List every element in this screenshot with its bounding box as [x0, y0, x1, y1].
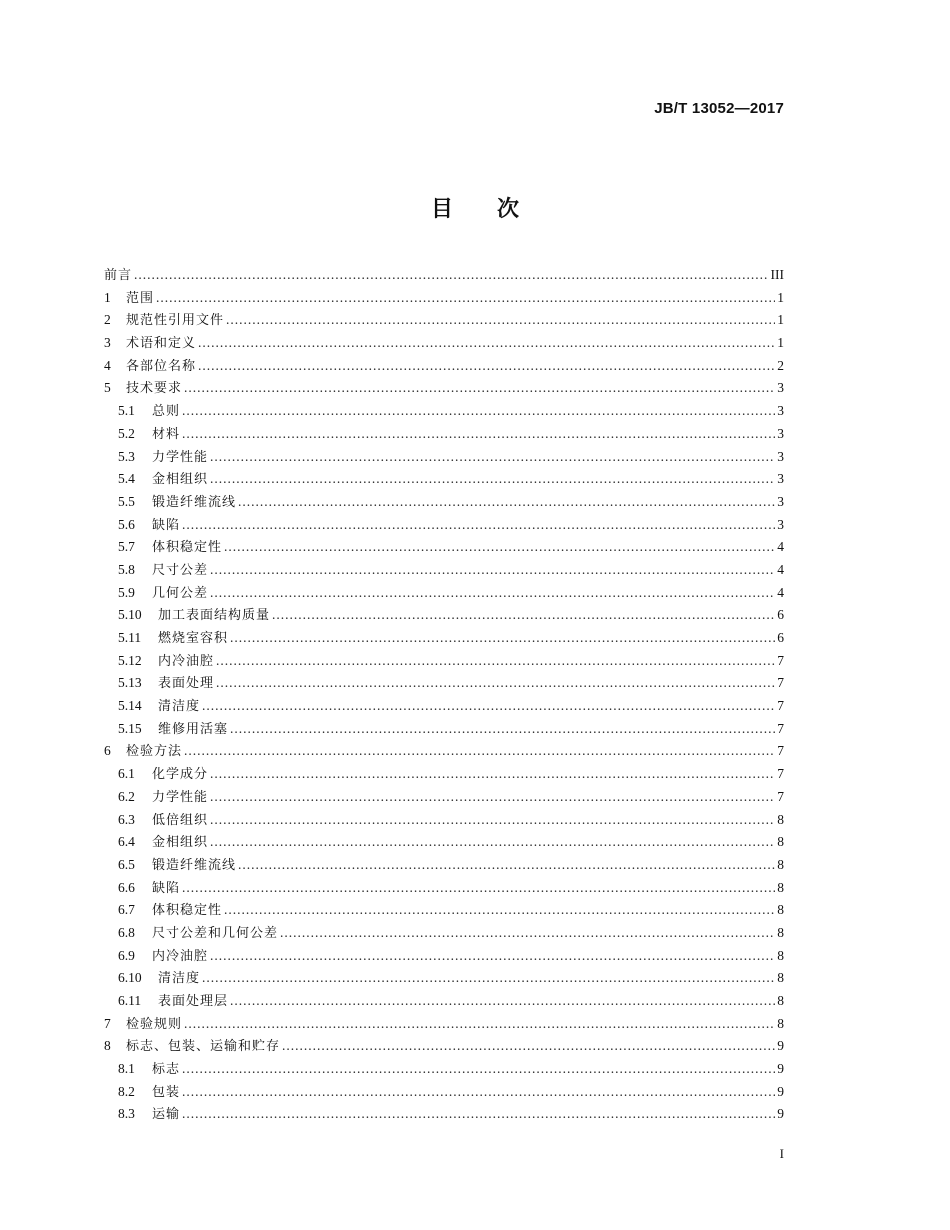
- toc-entry-page: 4: [777, 561, 784, 577]
- toc-entry-number: 7: [104, 1015, 111, 1031]
- toc-leader-dots: [210, 831, 775, 854]
- toc-entry-number: 5.4: [118, 471, 135, 487]
- toc-entry-number: 6.2: [118, 788, 135, 804]
- toc-entry[interactable]: [104, 1103, 784, 1126]
- toc-entry-page: III: [770, 267, 784, 282]
- toc-entry-number: 6.11: [118, 993, 142, 1008]
- toc-leader-dots: [184, 740, 775, 763]
- toc-entry-page: 6: [777, 607, 784, 623]
- toc-entry-label: 维修用活塞: [158, 721, 229, 737]
- toc-entry-label: 缺陷: [152, 517, 181, 533]
- toc-leader-dots: [216, 650, 775, 673]
- toc-leader-dots: [184, 1013, 775, 1036]
- toc-entry-page: 3: [777, 516, 784, 532]
- toc-entry[interactable]: [104, 446, 784, 469]
- toc-entry-number: 2: [104, 312, 111, 328]
- toc-entry-page: 8: [777, 1015, 784, 1031]
- toc-entry-label: 各部位名称: [126, 358, 197, 374]
- toc-entry[interactable]: [104, 695, 784, 718]
- toc-entry[interactable]: [104, 400, 784, 423]
- toc-entry-label: 运输: [152, 1107, 181, 1123]
- toc-leader-dots: [202, 967, 775, 990]
- toc-entry-number: 5.3: [118, 448, 135, 464]
- toc-entry[interactable]: [104, 264, 784, 287]
- toc-leader-dots: [182, 1081, 775, 1104]
- toc-entry-number: 8.1: [118, 1061, 135, 1077]
- toc-entry-label: 内冷油腔: [152, 948, 209, 964]
- toc-entry-label: 规范性引用文件: [126, 313, 225, 329]
- toc-entry-number: 5.11: [118, 630, 142, 645]
- toc-entry-page: 3: [777, 448, 784, 464]
- toc-entry-page: 8: [777, 970, 784, 986]
- toc-entry-page: 7: [777, 675, 784, 691]
- toc-entry-page: 4: [777, 539, 784, 555]
- toc-entry[interactable]: [104, 1081, 784, 1104]
- toc-entry-number: 5.6: [118, 516, 135, 532]
- toc-entry-page: 9: [777, 1061, 784, 1077]
- toc-leader-dots: [210, 763, 775, 786]
- toc-entry-page: 8: [777, 856, 784, 872]
- toc-entry[interactable]: [104, 491, 784, 514]
- toc-entry[interactable]: [104, 763, 784, 786]
- toc-entry-label: 内冷油腔: [158, 653, 215, 669]
- toc-entry-label: 力学性能: [152, 789, 209, 805]
- toc-entry-page: 7: [777, 652, 784, 668]
- toc-entry-label: 包装: [152, 1084, 181, 1100]
- toc-entry-number: 6.3: [118, 811, 135, 827]
- toc-entry-number: 5: [104, 380, 111, 396]
- toc-entry-number: 5.1: [118, 403, 135, 419]
- toc-leader-dots: [210, 945, 775, 968]
- toc-entry-number: 5.12: [118, 652, 142, 668]
- page-title: [0, 192, 950, 223]
- toc-entry[interactable]: [104, 582, 784, 605]
- toc-entry-label: 化学成分: [152, 767, 209, 783]
- toc-leader-dots: [216, 672, 775, 695]
- toc-entry-page: 3: [777, 493, 784, 509]
- toc-leader-dots: [280, 922, 775, 945]
- toc-entry[interactable]: [104, 287, 784, 310]
- toc-entry[interactable]: [104, 718, 784, 741]
- toc-entry-page: 7: [777, 788, 784, 804]
- toc-entry-page: 8: [777, 811, 784, 827]
- toc-entry[interactable]: [104, 332, 784, 355]
- toc-entry-number: 8.3: [118, 1106, 135, 1122]
- toc-entry-number: 6.10: [118, 970, 142, 986]
- toc-entry-label: 表面处理: [158, 676, 215, 692]
- toc-entry[interactable]: [104, 672, 784, 695]
- toc-leader-dots: [238, 854, 775, 877]
- toc-entry-label: 检验方法: [126, 744, 183, 760]
- toc-entry-number: 8.2: [118, 1083, 135, 1099]
- table-of-contents: [104, 264, 784, 1126]
- toc-entry-number: 5.8: [118, 561, 135, 577]
- toc-entry[interactable]: [104, 1035, 784, 1058]
- toc-entry-number: 4: [104, 357, 111, 373]
- toc-leader-dots: [230, 990, 775, 1013]
- toc-entry[interactable]: [104, 945, 784, 968]
- toc-entry[interactable]: [104, 309, 784, 332]
- toc-entry[interactable]: [104, 423, 784, 446]
- document-code: JB/T 13052—2017: [654, 100, 784, 117]
- toc-leader-dots: [272, 604, 775, 627]
- toc-entry[interactable]: [104, 468, 784, 491]
- toc-entry-number: 6.5: [118, 856, 135, 872]
- toc-leader-dots: [224, 899, 775, 922]
- toc-entry[interactable]: [104, 854, 784, 877]
- toc-entry-number: 5.9: [118, 584, 135, 600]
- toc-entry-number: 6.4: [118, 834, 135, 850]
- toc-entry-page: 3: [777, 403, 784, 419]
- toc-entry-page: 9: [777, 1083, 784, 1099]
- toc-entry-label: 燃烧室容积: [158, 631, 229, 646]
- toc-entry-number: 6: [104, 743, 111, 759]
- page-number: I: [779, 1146, 784, 1161]
- toc-entry-page: 1: [777, 289, 784, 305]
- toc-leader-dots: [182, 1058, 775, 1081]
- toc-leader-dots: [210, 786, 775, 809]
- toc-entry-label: 力学性能: [152, 449, 209, 465]
- toc-leader-dots: [134, 264, 768, 287]
- toc-entry-number: 6.9: [118, 947, 135, 963]
- toc-entry-number: 5.7: [118, 539, 135, 555]
- toc-entry-number: 6.7: [118, 902, 135, 918]
- toc-leader-dots: [226, 309, 775, 332]
- toc-entry-label: 低倍组织: [152, 812, 209, 828]
- toc-leader-dots: [198, 332, 775, 355]
- toc-entry[interactable]: [104, 786, 784, 809]
- toc-entry-page: 8: [777, 879, 784, 895]
- toc-entry[interactable]: [104, 967, 784, 990]
- toc-entry-page: 8: [777, 993, 784, 1008]
- toc-entry-number: 5.14: [118, 698, 142, 714]
- toc-entry-number: 5.2: [118, 425, 135, 441]
- toc-entry-label: 缺陷: [152, 880, 181, 896]
- toc-entry-page: 8: [777, 902, 784, 918]
- toc-entry[interactable]: [104, 355, 784, 378]
- toc-entry[interactable]: [104, 831, 784, 854]
- toc-entry[interactable]: [104, 627, 784, 650]
- toc-leader-dots: [210, 559, 775, 582]
- toc-leader-dots: [198, 355, 775, 378]
- toc-entry-page: 7: [777, 720, 784, 736]
- toc-leader-dots: [182, 400, 775, 423]
- toc-entry-label: 尺寸公差: [152, 562, 209, 578]
- toc-entry-page: 3: [777, 380, 784, 396]
- toc-entry-label: 检验规则: [126, 1016, 183, 1032]
- toc-entry-label: 体积稳定性: [152, 540, 223, 556]
- toc-entry-number: 5.5: [118, 493, 135, 509]
- toc-entry[interactable]: [104, 650, 784, 673]
- toc-leader-dots: [282, 1035, 775, 1058]
- toc-entry-label: 前言: [104, 268, 133, 283]
- toc-entry-page: 1: [777, 335, 784, 351]
- toc-entry[interactable]: [104, 1013, 784, 1036]
- toc-entry[interactable]: [104, 1058, 784, 1081]
- toc-entry[interactable]: [104, 899, 784, 922]
- toc-entry-label: 金相组织: [152, 472, 209, 488]
- toc-leader-dots: [156, 287, 775, 310]
- toc-entry[interactable]: [104, 990, 784, 1013]
- toc-entry-label: 加工表面结构质量: [158, 608, 271, 624]
- toc-entry[interactable]: [104, 922, 784, 945]
- toc-entry-label: 标志、包装、运输和贮存: [126, 1039, 281, 1055]
- toc-entry[interactable]: [104, 377, 784, 400]
- toc-leader-dots: [182, 423, 775, 446]
- toc-entry-number: 6.6: [118, 879, 135, 895]
- toc-leader-dots: [230, 718, 775, 741]
- toc-leader-dots: [182, 514, 775, 537]
- toc-entry-page: 8: [777, 924, 784, 940]
- toc-entry-label: 清洁度: [158, 971, 201, 987]
- toc-entry[interactable]: [104, 740, 784, 763]
- toc-entry-label: 表面处理层: [158, 994, 229, 1009]
- toc-entry-label: 材料: [152, 426, 181, 442]
- toc-entry-page: 7: [777, 698, 784, 714]
- toc-entry-label: 体积稳定性: [152, 903, 223, 919]
- toc-leader-dots: [182, 1103, 775, 1126]
- toc-entry-page: 1: [777, 312, 784, 328]
- toc-entry-page: 3: [777, 425, 784, 441]
- toc-entry-label: 金相组织: [152, 835, 209, 851]
- toc-entry-page: 4: [777, 584, 784, 600]
- toc-entry[interactable]: [104, 536, 784, 559]
- toc-entry[interactable]: [104, 559, 784, 582]
- toc-entry-label: 标志: [152, 1062, 181, 1078]
- toc-leader-dots: [224, 536, 775, 559]
- toc-entry[interactable]: [104, 604, 784, 627]
- toc-entry-number: 6.8: [118, 924, 135, 940]
- toc-entry-number: 1: [104, 289, 111, 305]
- toc-entry[interactable]: [104, 809, 784, 832]
- toc-entry-label: 几何公差: [152, 585, 209, 601]
- toc-leader-dots: [210, 809, 775, 832]
- toc-entry-label: 锻造纤维流线: [152, 494, 237, 510]
- toc-entry-page: 2: [777, 357, 784, 373]
- toc-leader-dots: [182, 877, 775, 900]
- toc-entry-label: 总则: [152, 404, 181, 420]
- toc-entry[interactable]: [104, 877, 784, 900]
- toc-entry[interactable]: [104, 514, 784, 537]
- page-title-right: 次: [497, 197, 520, 222]
- toc-entry-label: 尺寸公差和几何公差: [152, 925, 279, 941]
- toc-leader-dots: [238, 491, 775, 514]
- page-title-left: 目: [430, 197, 453, 222]
- toc-leader-dots: [210, 446, 775, 469]
- toc-leader-dots: [202, 695, 775, 718]
- toc-entry-page: 9: [777, 1106, 784, 1122]
- toc-leader-dots: [184, 377, 775, 400]
- toc-entry-label: 范围: [126, 290, 155, 306]
- toc-leader-dots: [210, 468, 775, 491]
- toc-entry-page: 8: [777, 947, 784, 963]
- toc-entry-label: 清洁度: [158, 699, 201, 715]
- toc-entry-number: 5.13: [118, 675, 142, 691]
- toc-leader-dots: [230, 627, 775, 650]
- toc-entry-page: 7: [777, 766, 784, 782]
- toc-entry-number: 5.10: [118, 607, 142, 623]
- toc-entry-label: 技术要求: [126, 381, 183, 397]
- toc-entry-number: 8: [104, 1038, 111, 1054]
- toc-entry-page: 9: [777, 1038, 784, 1054]
- toc-entry-page: 7: [777, 743, 784, 759]
- toc-entry-page: 8: [777, 834, 784, 850]
- toc-entry-number: 5.15: [118, 720, 142, 736]
- toc-entry-label: 锻造纤维流线: [152, 857, 237, 873]
- toc-entry-number: 6.1: [118, 766, 135, 782]
- toc-entry-page: 6: [777, 630, 784, 645]
- toc-entry-label: 术语和定义: [126, 336, 197, 352]
- toc-leader-dots: [210, 582, 775, 605]
- toc-entry-page: 3: [777, 471, 784, 487]
- toc-entry-number: 3: [104, 335, 111, 351]
